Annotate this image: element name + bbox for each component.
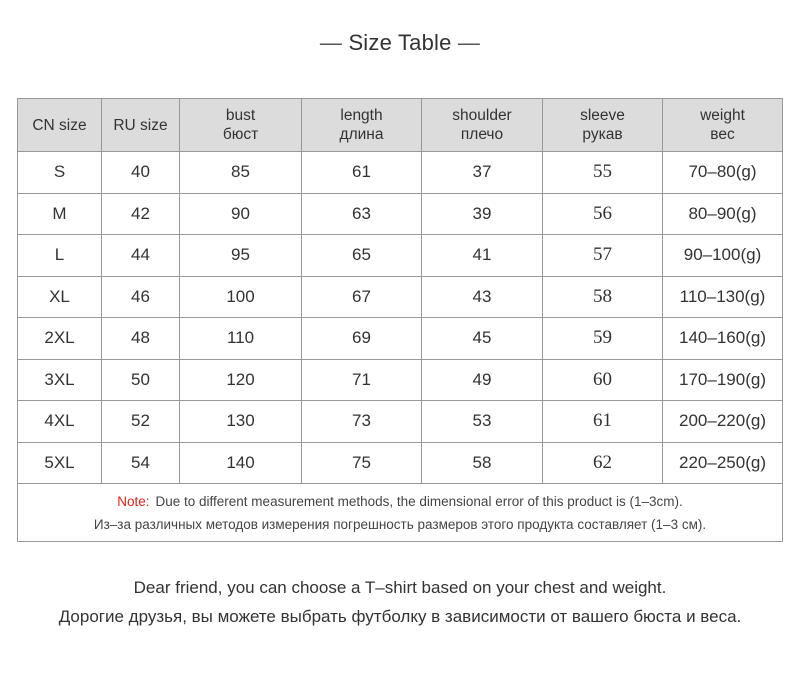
table-row: [18, 276, 783, 318]
cell-cn-size: L: [18, 235, 102, 277]
note-cell: [18, 484, 783, 542]
header-weight: [663, 99, 783, 152]
table-row: [18, 152, 783, 194]
cell-shoulder: 58: [422, 442, 543, 484]
cell-ru-size: 54: [102, 442, 180, 484]
note-label: Note:: [117, 493, 150, 509]
cell-bust: 95: [180, 235, 302, 277]
title-dash-right: —: [457, 30, 481, 55]
header-label-ru: бюст: [222, 126, 259, 143]
cell-weight: 110–130(g): [663, 276, 783, 318]
cell-cn-size: 4XL: [18, 401, 102, 443]
header-sleeve: [543, 99, 663, 152]
cell-ru-size: 50: [102, 359, 180, 401]
cell-length: 65: [302, 235, 422, 277]
cell-sleeve: 56: [543, 193, 663, 235]
cell-shoulder: 45: [422, 318, 543, 360]
header-ru-size: [102, 99, 180, 152]
title-text: Size Table: [348, 30, 452, 55]
note-text-en: Due to different measurement methods, the dimensional error of this product is (1–3cm).: [155, 493, 683, 509]
footer-text-en: Dear friend, you can choose a T–shirt based on your chest and weight.: [133, 578, 667, 597]
footer-text-ru: Дорогие друзья, вы можете выбрать футболку в зависимости от вашего бюста и веса.: [58, 607, 742, 626]
cell-sleeve: 59: [543, 318, 663, 360]
cell-length: 61: [302, 152, 422, 194]
header-label-ru: длина: [339, 126, 384, 143]
header-label-en: bust: [225, 107, 256, 124]
cell-length: 73: [302, 401, 422, 443]
title-dash-left: —: [319, 30, 343, 55]
header-label-ru: вес: [710, 126, 735, 143]
cell-weight: 90–100(g): [663, 235, 783, 277]
cell-cn-size: M: [18, 193, 102, 235]
cell-weight: 200–220(g): [663, 401, 783, 443]
cell-cn-size: 3XL: [18, 359, 102, 401]
cell-shoulder: 37: [422, 152, 543, 194]
size-table: [17, 98, 783, 542]
header-cn-size: [18, 99, 102, 152]
cell-cn-size: S: [18, 152, 102, 194]
table-row: [18, 401, 783, 443]
header-label-en: weight: [700, 107, 745, 124]
cell-ru-size: 48: [102, 318, 180, 360]
cell-length: 63: [302, 193, 422, 235]
cell-length: 71: [302, 359, 422, 401]
cell-sleeve: 57: [543, 235, 663, 277]
cell-ru-size: 52: [102, 401, 180, 443]
cell-weight: 80–90(g): [663, 193, 783, 235]
cell-shoulder: 43: [422, 276, 543, 318]
table-row: [18, 235, 783, 277]
cell-length: 67: [302, 276, 422, 318]
cell-length: 69: [302, 318, 422, 360]
header-label-en: shoulder: [452, 107, 512, 124]
header-label: CN size: [32, 116, 87, 134]
cell-ru-size: 46: [102, 276, 180, 318]
cell-weight: 70–80(g): [663, 152, 783, 194]
cell-ru-size: 42: [102, 193, 180, 235]
table-row: [18, 318, 783, 360]
table-header-row: [18, 99, 783, 152]
header-bust: [180, 99, 302, 152]
cell-cn-size: 2XL: [18, 318, 102, 360]
cell-bust: 85: [180, 152, 302, 194]
header-label-en: length: [340, 107, 383, 124]
header-shoulder: [422, 99, 543, 152]
table-row: [18, 193, 783, 235]
cell-shoulder: 41: [422, 235, 543, 277]
note-row: [18, 484, 783, 542]
cell-sleeve: 62: [543, 442, 663, 484]
cell-bust: 100: [180, 276, 302, 318]
header-label-ru: рукав: [582, 126, 623, 143]
cell-shoulder: 49: [422, 359, 543, 401]
cell-cn-size: 5XL: [18, 442, 102, 484]
cell-sleeve: 58: [543, 276, 663, 318]
cell-ru-size: 44: [102, 235, 180, 277]
header-label: RU size: [113, 116, 168, 134]
cell-cn-size: XL: [18, 276, 102, 318]
cell-bust: 110: [180, 318, 302, 360]
cell-bust: 90: [180, 193, 302, 235]
cell-bust: 120: [180, 359, 302, 401]
cell-shoulder: 53: [422, 401, 543, 443]
cell-sleeve: 55: [543, 152, 663, 194]
table-row: [18, 359, 783, 401]
cell-sleeve: 61: [543, 401, 663, 443]
cell-ru-size: 40: [102, 152, 180, 194]
cell-weight: 220–250(g): [663, 442, 783, 484]
cell-bust: 140: [180, 442, 302, 484]
cell-weight: 170–190(g): [663, 359, 783, 401]
note-line-en: [18, 490, 782, 513]
cell-weight: 140–160(g): [663, 318, 783, 360]
table-row: [18, 442, 783, 484]
cell-sleeve: 60: [543, 359, 663, 401]
cell-shoulder: 39: [422, 193, 543, 235]
header-label-en: sleeve: [580, 107, 625, 124]
cell-bust: 130: [180, 401, 302, 443]
header-label-ru: плечо: [460, 126, 504, 143]
note-text-ru: Из–за различных методов измерения погрешность размеров этого продукта составляет (1–3 см).: [93, 516, 707, 532]
cell-length: 75: [302, 442, 422, 484]
header-length: [302, 99, 422, 152]
size-table-title: [0, 30, 800, 56]
